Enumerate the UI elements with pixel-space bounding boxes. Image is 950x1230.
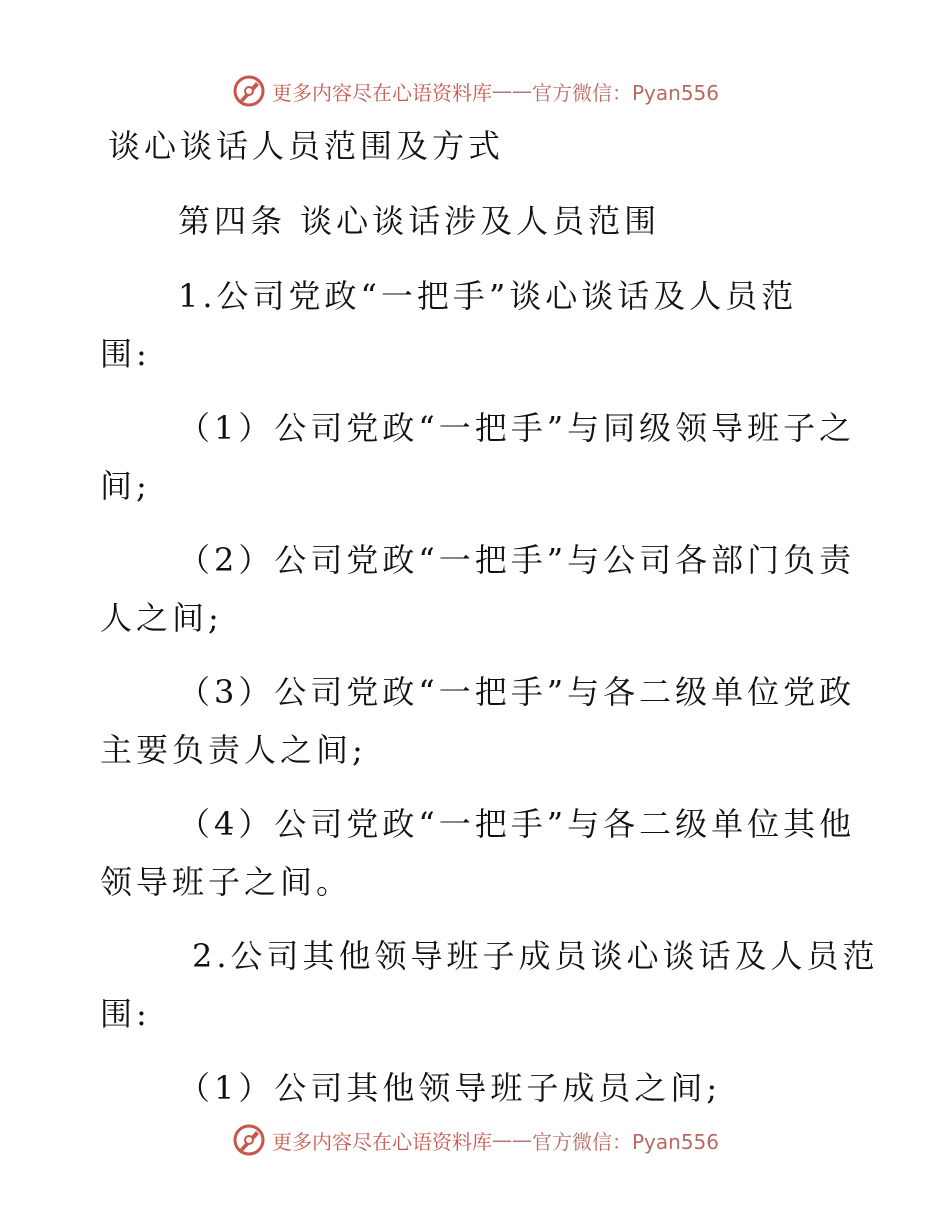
item1-1-line2: 间; xyxy=(100,467,151,505)
item1-1-line1: （1）公司党政“一把手”与同级领导班子之 xyxy=(178,409,856,447)
item2-line2: 围: xyxy=(100,995,151,1033)
banner-wechat-text: 官方微信：Pyan556 xyxy=(532,1129,720,1154)
banner-wechat-text: 官方微信：Pyan556 xyxy=(532,80,720,105)
article-title: 第四条 谈心谈话涉及人员范围 xyxy=(178,202,661,240)
watermark-banner-top xyxy=(232,71,719,111)
banner-separator: —— xyxy=(492,79,532,103)
item1-2-line1: （2）公司党政“一把手”与公司各部门负责 xyxy=(178,541,856,579)
item1-line1: 1.公司党政“一把手”谈心谈话及人员范 xyxy=(178,277,798,315)
watermark-banner-bottom xyxy=(232,1120,719,1160)
item1-4-line1: （4）公司党政“一把手”与各二级单位其他 xyxy=(178,805,856,843)
banner-brand-text: 更多内容尽在心语资料库 xyxy=(272,1129,492,1154)
quill-logo-icon xyxy=(232,1123,266,1157)
item2-line1: 2.公司其他领导班子成员谈心谈话及人员范 xyxy=(192,937,879,975)
item1-3-line2: 主要负责人之间; xyxy=(100,731,367,769)
item1-4-line2: 领导班子之间。 xyxy=(100,863,353,901)
item1-2-line2: 人之间; xyxy=(100,599,223,637)
quill-logo-icon xyxy=(232,74,266,108)
document-heading: 谈心谈话人员范围及方式 xyxy=(108,127,505,165)
banner-separator: —— xyxy=(492,1128,532,1152)
item1-3-line1: （3）公司党政“一把手”与各二级单位党政 xyxy=(178,673,856,711)
banner-brand-text: 更多内容尽在心语资料库 xyxy=(272,80,492,105)
item1-line2: 围: xyxy=(100,335,151,373)
item2-1-line1: （1）公司其他领导班子成员之间; xyxy=(178,1069,722,1107)
